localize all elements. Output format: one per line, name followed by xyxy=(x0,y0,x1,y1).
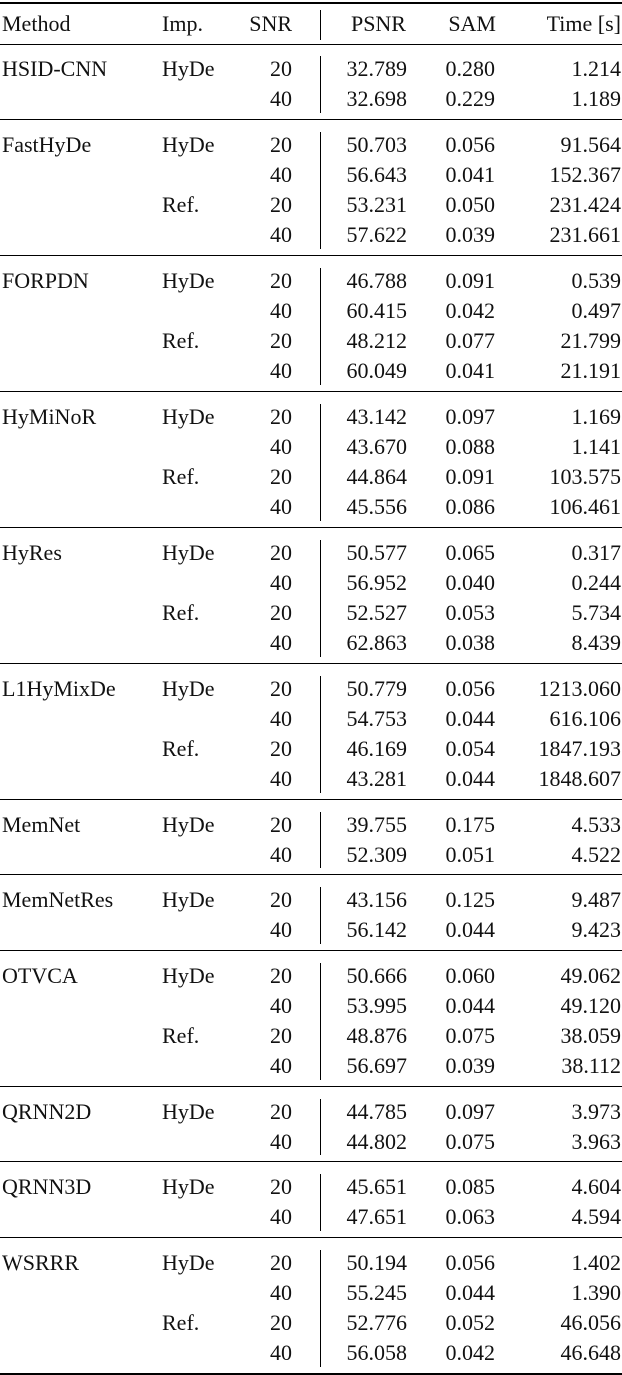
cell-psnr: 52.776 xyxy=(346,1310,407,1335)
column-divider xyxy=(320,676,321,793)
cell-psnr: 44.785 xyxy=(346,1098,407,1124)
cell-sam: 0.039 xyxy=(445,1053,495,1079)
cell-time: 231.661 xyxy=(549,222,621,248)
cell-time: 4.594 xyxy=(571,1204,621,1230)
cell-snr: 40 xyxy=(270,1204,292,1230)
cell-sam: 0.077 xyxy=(445,328,495,353)
cell-snr: 40 xyxy=(270,1053,292,1079)
cell-sam: 0.075 xyxy=(445,1023,495,1048)
cell-sam: 0.052 xyxy=(445,1310,495,1335)
cell-sam: 0.044 xyxy=(445,992,495,1018)
cell-snr: 40 xyxy=(270,1128,292,1154)
cell-time: 49.120 xyxy=(560,992,621,1018)
cell-snr: 20 xyxy=(270,1023,292,1048)
method-name: FORPDN xyxy=(2,267,89,293)
cell-time: 9.423 xyxy=(571,917,621,943)
method-name: WSRRR xyxy=(2,1249,80,1275)
cell-time: 49.062 xyxy=(560,962,621,988)
cell-sam: 0.091 xyxy=(445,464,495,489)
cell-sam: 0.042 xyxy=(445,297,495,323)
cell-psnr: 56.952 xyxy=(346,569,407,595)
cell-imp: HyDe xyxy=(162,962,215,988)
cell-time: 38.112 xyxy=(561,1053,621,1079)
cell-sam: 0.065 xyxy=(445,539,495,565)
cell-psnr: 48.212 xyxy=(346,328,407,353)
header-sam: SAM xyxy=(448,11,496,36)
cell-snr: 40 xyxy=(270,766,292,792)
cell-psnr: 48.876 xyxy=(346,1023,407,1048)
cell-snr: 20 xyxy=(270,675,292,701)
cell-snr: 40 xyxy=(270,358,292,384)
header-method: Method xyxy=(2,11,71,36)
cell-time: 5.734 xyxy=(571,600,621,625)
cell-time: 1.189 xyxy=(571,86,621,112)
group-rule xyxy=(0,119,622,120)
cell-psnr: 57.622 xyxy=(346,222,407,248)
group-rule xyxy=(0,950,622,951)
method-name: HSID-CNN xyxy=(2,56,108,81)
cell-psnr: 50.779 xyxy=(346,675,407,701)
group-rule xyxy=(0,527,622,528)
cell-snr: 20 xyxy=(270,736,292,761)
cell-snr: 40 xyxy=(270,841,292,867)
cell-imp: HyDe xyxy=(162,403,215,429)
cell-snr: 20 xyxy=(270,539,292,565)
cell-snr: 40 xyxy=(270,630,292,656)
method-name: QRNN2D xyxy=(2,1098,92,1124)
cell-sam: 0.097 xyxy=(445,403,495,429)
cell-snr: 20 xyxy=(270,131,292,157)
cell-time: 21.799 xyxy=(560,328,621,353)
cell-sam: 0.091 xyxy=(445,267,495,293)
cell-psnr: 50.194 xyxy=(346,1249,407,1275)
cell-sam: 0.041 xyxy=(445,358,495,384)
cell-time: 1.169 xyxy=(571,403,621,429)
bottom-rule xyxy=(0,1373,622,1375)
cell-time: 91.564 xyxy=(560,131,621,157)
method-name: MemNet xyxy=(2,811,81,837)
cell-sam: 0.056 xyxy=(445,1249,495,1275)
column-divider xyxy=(320,1250,321,1367)
group-rule xyxy=(0,874,622,875)
cell-psnr: 43.156 xyxy=(346,887,407,912)
cell-time: 1.141 xyxy=(571,433,621,459)
cell-psnr: 60.415 xyxy=(346,297,407,323)
cell-snr: 40 xyxy=(270,705,292,731)
cell-time: 231.424 xyxy=(549,192,621,217)
cell-imp: Ref. xyxy=(162,1310,200,1335)
cell-snr: 40 xyxy=(270,1340,292,1366)
cell-time: 3.963 xyxy=(571,1128,621,1154)
cell-psnr: 52.527 xyxy=(346,600,407,625)
cell-snr: 20 xyxy=(270,1098,292,1124)
cell-time: 0.244 xyxy=(571,569,621,595)
cell-snr: 40 xyxy=(270,222,292,248)
cell-snr: 40 xyxy=(270,569,292,595)
cell-time: 0.317 xyxy=(571,539,621,565)
cell-psnr: 56.697 xyxy=(346,1053,407,1079)
cell-psnr: 60.049 xyxy=(346,358,407,384)
cell-snr: 40 xyxy=(270,297,292,323)
cell-sam: 0.050 xyxy=(445,192,495,217)
cell-sam: 0.088 xyxy=(445,433,495,459)
cell-psnr: 45.651 xyxy=(346,1174,407,1199)
cell-snr: 20 xyxy=(270,600,292,625)
cell-sam: 0.086 xyxy=(445,494,495,520)
cell-sam: 0.042 xyxy=(445,1340,495,1366)
cell-snr: 40 xyxy=(270,161,292,187)
cell-sam: 0.075 xyxy=(445,1128,495,1154)
cell-sam: 0.085 xyxy=(445,1174,495,1199)
group-rule xyxy=(0,391,622,392)
cell-sam: 0.060 xyxy=(445,962,495,988)
cell-sam: 0.038 xyxy=(445,630,495,656)
cell-sam: 0.051 xyxy=(445,841,495,867)
cell-snr: 20 xyxy=(270,56,292,81)
cell-time: 1.214 xyxy=(571,56,621,81)
cell-psnr: 62.863 xyxy=(346,630,407,656)
cell-time: 8.439 xyxy=(571,630,621,656)
cell-snr: 40 xyxy=(270,992,292,1018)
group-rule xyxy=(0,255,622,256)
cell-psnr: 47.651 xyxy=(346,1204,407,1230)
cell-sam: 0.280 xyxy=(445,56,495,81)
column-divider xyxy=(320,963,321,1080)
cell-sam: 0.053 xyxy=(445,600,495,625)
cell-time: 9.487 xyxy=(571,887,621,912)
cell-imp: HyDe xyxy=(162,539,215,565)
cell-imp: HyDe xyxy=(162,675,215,701)
cell-sam: 0.125 xyxy=(445,887,495,912)
cell-snr: 40 xyxy=(270,917,292,943)
column-divider xyxy=(320,887,321,944)
cell-psnr: 46.169 xyxy=(346,736,407,761)
cell-sam: 0.044 xyxy=(445,917,495,943)
column-divider xyxy=(320,540,321,657)
column-divider xyxy=(320,132,321,249)
cell-imp: HyDe xyxy=(162,1098,215,1124)
cell-psnr: 56.058 xyxy=(346,1340,407,1366)
cell-snr: 40 xyxy=(270,494,292,520)
header-psnr: PSNR xyxy=(350,11,406,36)
method-name: HyMiNoR xyxy=(2,403,97,429)
cell-psnr: 52.309 xyxy=(346,841,407,867)
cell-sam: 0.039 xyxy=(445,222,495,248)
cell-psnr: 43.670 xyxy=(346,433,407,459)
cell-time: 152.367 xyxy=(549,161,621,187)
cell-time: 1848.607 xyxy=(538,766,621,792)
cell-sam: 0.097 xyxy=(445,1098,495,1124)
cell-time: 38.059 xyxy=(560,1023,621,1048)
cell-sam: 0.229 xyxy=(445,86,495,112)
method-name: OTVCA xyxy=(2,962,78,988)
cell-psnr: 43.281 xyxy=(346,766,407,792)
cell-snr: 20 xyxy=(270,267,292,293)
column-divider xyxy=(320,268,321,385)
cell-psnr: 32.789 xyxy=(346,56,407,81)
cell-psnr: 44.864 xyxy=(346,464,407,489)
cell-sam: 0.044 xyxy=(445,705,495,731)
cell-time: 4.604 xyxy=(571,1174,621,1199)
cell-snr: 20 xyxy=(270,192,292,217)
cell-imp: HyDe xyxy=(162,131,215,157)
cell-psnr: 56.643 xyxy=(346,161,407,187)
method-name: L1HyMixDe xyxy=(2,675,116,701)
cell-sam: 0.041 xyxy=(445,161,495,187)
cell-imp: Ref. xyxy=(162,736,200,761)
cell-time: 21.191 xyxy=(560,358,621,384)
cell-imp: Ref. xyxy=(162,328,200,353)
cell-psnr: 55.245 xyxy=(346,1279,407,1305)
cell-time: 106.461 xyxy=(549,494,621,520)
cell-time: 616.106 xyxy=(549,705,621,731)
cell-imp: HyDe xyxy=(162,887,215,912)
column-divider xyxy=(320,404,321,521)
column-divider xyxy=(320,812,321,869)
cell-time: 4.522 xyxy=(571,841,621,867)
cell-time: 0.497 xyxy=(571,297,621,323)
cell-psnr: 45.556 xyxy=(346,494,407,520)
cell-snr: 20 xyxy=(270,328,292,353)
cell-psnr: 44.802 xyxy=(346,1128,407,1154)
cell-sam: 0.063 xyxy=(445,1204,495,1230)
cell-imp: HyDe xyxy=(162,1249,215,1275)
cell-snr: 20 xyxy=(270,1310,292,1335)
cell-snr: 40 xyxy=(270,1279,292,1305)
cell-time: 1.390 xyxy=(571,1279,621,1305)
cell-psnr: 50.666 xyxy=(346,962,407,988)
cell-imp: Ref. xyxy=(162,464,200,489)
cell-snr: 40 xyxy=(270,433,292,459)
cell-psnr: 43.142 xyxy=(346,403,407,429)
cell-time: 1847.193 xyxy=(538,736,621,761)
cell-time: 1.402 xyxy=(571,1249,621,1275)
group-rule xyxy=(0,1161,622,1162)
cell-imp: HyDe xyxy=(162,56,215,81)
cell-sam: 0.054 xyxy=(445,736,495,761)
cell-time: 46.648 xyxy=(560,1340,621,1366)
cell-imp: HyDe xyxy=(162,811,215,837)
group-rule xyxy=(0,1086,622,1087)
cell-time: 46.056 xyxy=(560,1310,621,1335)
column-divider xyxy=(320,1174,321,1231)
cell-psnr: 50.703 xyxy=(346,131,407,157)
cell-snr: 20 xyxy=(270,1249,292,1275)
cell-imp: HyDe xyxy=(162,1174,215,1199)
cell-sam: 0.044 xyxy=(445,1279,495,1305)
cell-snr: 20 xyxy=(270,962,292,988)
method-name: MemNetRes xyxy=(2,887,114,912)
column-divider xyxy=(320,1099,321,1156)
cell-time: 103.575 xyxy=(549,464,621,489)
cell-time: 0.539 xyxy=(571,267,621,293)
cell-imp: Ref. xyxy=(162,1023,200,1048)
cell-snr: 20 xyxy=(270,464,292,489)
cell-snr: 20 xyxy=(270,1174,292,1199)
cell-sam: 0.056 xyxy=(445,131,495,157)
method-name: FastHyDe xyxy=(2,131,92,157)
cell-sam: 0.175 xyxy=(445,811,495,837)
cell-psnr: 32.698 xyxy=(346,86,407,112)
cell-time: 1213.060 xyxy=(538,675,621,701)
cell-psnr: 50.577 xyxy=(346,539,407,565)
cell-psnr: 53.995 xyxy=(346,992,407,1018)
cell-imp: Ref. xyxy=(162,192,200,217)
cell-psnr: 54.753 xyxy=(346,705,407,731)
header-snr: SNR xyxy=(249,11,292,36)
cell-psnr: 46.788 xyxy=(346,267,407,293)
column-divider xyxy=(320,56,321,113)
header-time: Time [s] xyxy=(546,11,621,36)
cell-snr: 40 xyxy=(270,86,292,112)
cell-snr: 20 xyxy=(270,887,292,912)
cell-sam: 0.040 xyxy=(445,569,495,595)
method-name: HyRes xyxy=(2,539,62,565)
cell-snr: 20 xyxy=(270,403,292,429)
cell-psnr: 39.755 xyxy=(346,811,407,837)
header-imp: Imp. xyxy=(162,11,203,36)
cell-time: 3.973 xyxy=(571,1098,621,1124)
header-rule xyxy=(0,44,622,45)
cell-psnr: 56.142 xyxy=(346,917,407,943)
cell-psnr: 53.231 xyxy=(346,192,407,217)
cell-sam: 0.056 xyxy=(445,675,495,701)
header-divider xyxy=(320,10,321,40)
cell-imp: HyDe xyxy=(162,267,215,293)
method-name: QRNN3D xyxy=(2,1174,92,1199)
group-rule xyxy=(0,799,622,800)
cell-time: 4.533 xyxy=(571,811,621,837)
cell-imp: Ref. xyxy=(162,600,200,625)
group-rule xyxy=(0,1237,622,1238)
group-rule xyxy=(0,663,622,664)
cell-sam: 0.044 xyxy=(445,766,495,792)
cell-snr: 20 xyxy=(270,811,292,837)
top-rule xyxy=(0,2,622,4)
